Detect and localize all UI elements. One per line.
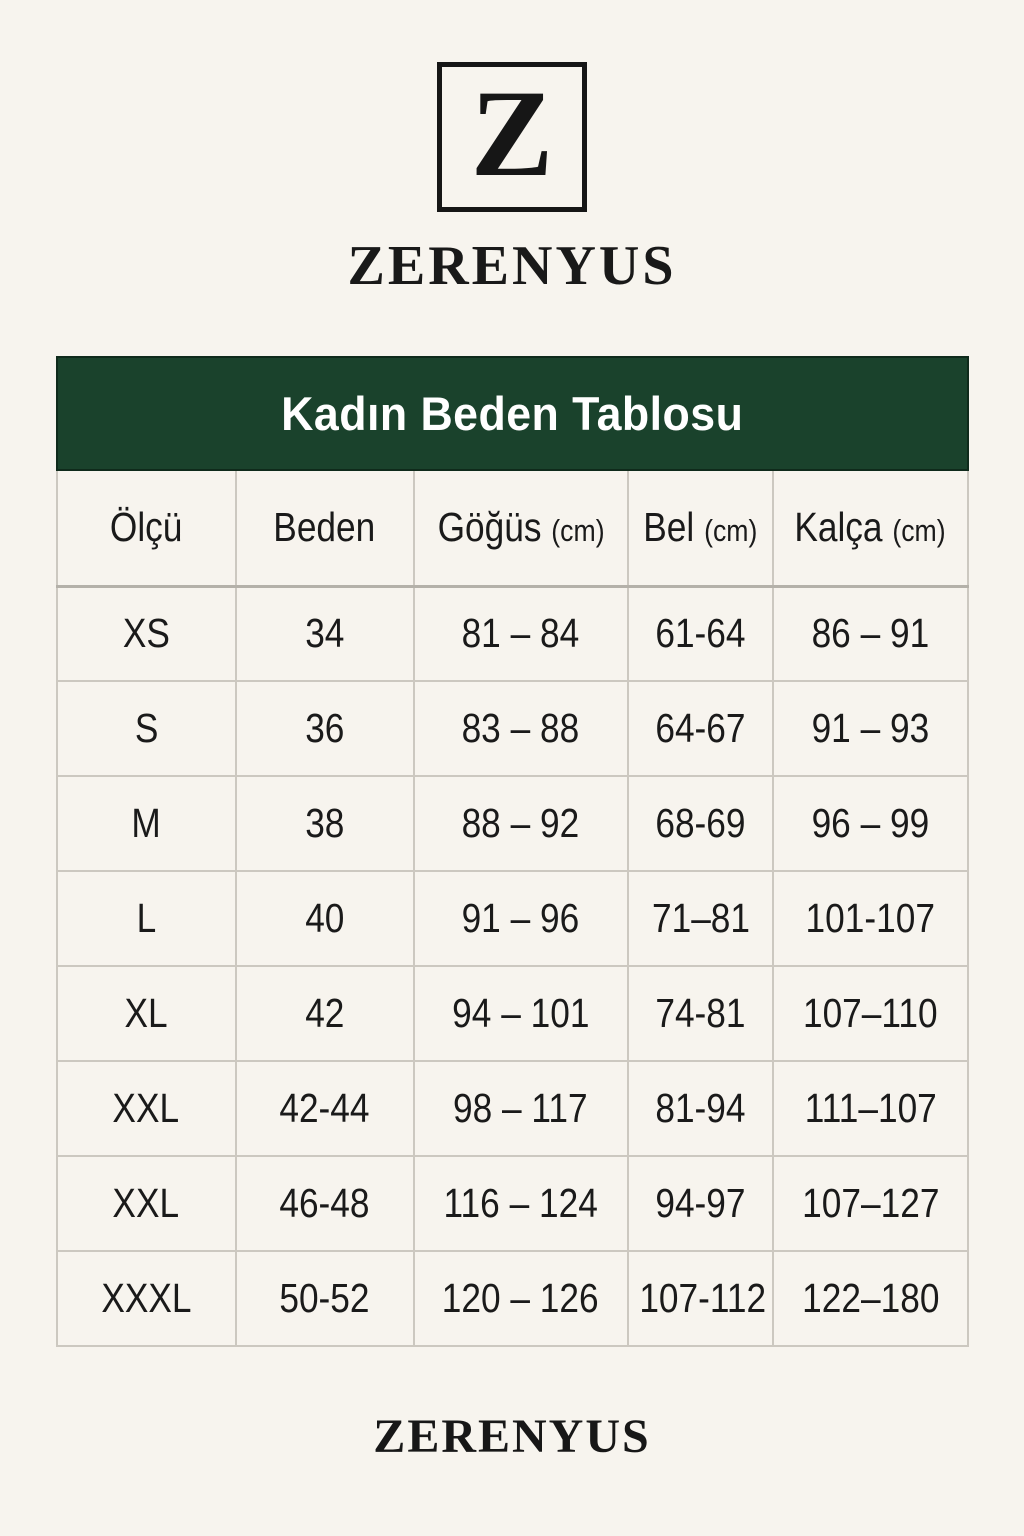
column-label: Beden bbox=[273, 504, 376, 551]
size-label-cell bbox=[57, 681, 236, 776]
size-table bbox=[56, 471, 969, 1347]
table-row bbox=[57, 871, 968, 966]
measurement-cell bbox=[414, 586, 628, 681]
column-header bbox=[236, 471, 414, 586]
page-footer bbox=[0, 1409, 1024, 1464]
measurement-cell bbox=[414, 1061, 628, 1156]
cell-text: 96 – 99 bbox=[811, 800, 930, 846]
header-row bbox=[57, 471, 968, 586]
measurement-cell bbox=[414, 871, 628, 966]
brand-logo bbox=[437, 62, 587, 212]
size-table-head bbox=[57, 471, 968, 586]
cell-text: 122–180 bbox=[801, 1275, 940, 1321]
cell-text: 107–110 bbox=[803, 990, 938, 1036]
cell-text: 64-67 bbox=[655, 705, 746, 751]
column-header bbox=[414, 471, 628, 586]
cell-text: XS bbox=[122, 610, 170, 657]
table-row bbox=[57, 966, 968, 1061]
column-label: Göğüs bbox=[437, 504, 542, 551]
cell-text: 88 – 92 bbox=[461, 800, 580, 846]
measurement-cell bbox=[628, 1061, 774, 1156]
cell-text: XXL bbox=[112, 1180, 180, 1226]
measurement-cell bbox=[773, 966, 967, 1061]
cell-text: 40 bbox=[305, 895, 345, 941]
column-unit: (cm) bbox=[892, 513, 947, 549]
measurement-cell bbox=[773, 586, 967, 681]
cell-text: 38 bbox=[305, 800, 345, 846]
measurement-cell bbox=[628, 871, 774, 966]
footer-brand: ZERENYUS bbox=[373, 1410, 651, 1463]
cell-text: 94 – 101 bbox=[452, 990, 590, 1036]
measurement-cell bbox=[236, 1061, 414, 1156]
size-chart bbox=[56, 356, 969, 1347]
size-table-body bbox=[57, 586, 968, 1346]
measurement-cell bbox=[414, 776, 628, 871]
brand-name: ZERENYUS bbox=[347, 235, 677, 297]
size-label-cell bbox=[57, 871, 236, 966]
measurement-cell bbox=[236, 966, 414, 1061]
cell-text: S bbox=[134, 705, 158, 751]
table-row bbox=[57, 1061, 968, 1156]
column-unit: (cm) bbox=[704, 513, 758, 549]
cell-text: 81-94 bbox=[655, 1085, 746, 1131]
cell-text: 36 bbox=[305, 705, 345, 751]
measurement-cell bbox=[773, 1156, 967, 1251]
size-label-cell bbox=[57, 1061, 236, 1156]
measurement-cell bbox=[236, 1156, 414, 1251]
measurement-cell bbox=[628, 1156, 774, 1251]
cell-text: 91 – 93 bbox=[811, 705, 930, 751]
cell-text: L bbox=[136, 895, 157, 941]
measurement-cell bbox=[628, 681, 774, 776]
column-label: Kalça bbox=[794, 504, 884, 551]
measurement-cell bbox=[773, 776, 967, 871]
measurement-cell bbox=[773, 871, 967, 966]
measurement-cell bbox=[414, 1156, 628, 1251]
measurement-cell bbox=[773, 681, 967, 776]
measurement-cell bbox=[628, 966, 774, 1061]
cell-text: 98 – 117 bbox=[453, 1085, 588, 1131]
size-label-cell bbox=[57, 1156, 236, 1251]
cell-text: 94-97 bbox=[655, 1180, 746, 1226]
brand-logo-letter: Z bbox=[470, 65, 554, 202]
size-label-cell bbox=[57, 1251, 236, 1346]
measurement-cell bbox=[414, 966, 628, 1061]
table-row bbox=[57, 1251, 968, 1346]
cell-text: 81 – 84 bbox=[461, 610, 580, 657]
size-label-cell bbox=[57, 586, 236, 681]
column-header bbox=[773, 471, 967, 586]
table-row bbox=[57, 681, 968, 776]
cell-text: 42-44 bbox=[279, 1085, 370, 1131]
cell-text: 46-48 bbox=[279, 1180, 370, 1226]
cell-text: 34 bbox=[305, 610, 345, 657]
cell-text: 61-64 bbox=[655, 610, 746, 657]
measurement-cell bbox=[236, 871, 414, 966]
column-header bbox=[57, 471, 236, 586]
measurement-cell bbox=[236, 776, 414, 871]
cell-text: 91 – 96 bbox=[461, 895, 580, 941]
cell-text: 50-52 bbox=[279, 1275, 370, 1321]
cell-text: 101-107 bbox=[805, 895, 936, 941]
column-label: Bel bbox=[643, 504, 695, 551]
cell-text: 120 – 126 bbox=[442, 1275, 600, 1321]
cell-text: 68-69 bbox=[655, 800, 746, 846]
measurement-cell bbox=[773, 1251, 967, 1346]
column-label: Ölçü bbox=[109, 504, 183, 551]
table-row bbox=[57, 776, 968, 871]
measurement-cell bbox=[773, 1061, 967, 1156]
column-header bbox=[628, 471, 774, 586]
table-row bbox=[57, 586, 968, 681]
chart-title-bar bbox=[56, 356, 969, 471]
cell-text: 71–81 bbox=[651, 895, 750, 941]
cell-text: 86 – 91 bbox=[811, 610, 930, 657]
cell-text: 83 – 88 bbox=[461, 705, 580, 751]
measurement-cell bbox=[414, 681, 628, 776]
cell-text: XXXL bbox=[101, 1275, 192, 1321]
cell-text: 107–127 bbox=[801, 1180, 940, 1226]
measurement-cell bbox=[628, 1251, 774, 1346]
column-unit: (cm) bbox=[550, 513, 605, 549]
cell-text: 116 – 124 bbox=[443, 1180, 598, 1226]
measurement-cell bbox=[414, 1251, 628, 1346]
measurement-cell bbox=[236, 1251, 414, 1346]
size-label-cell bbox=[57, 966, 236, 1061]
measurement-cell bbox=[628, 776, 774, 871]
cell-text: 74-81 bbox=[655, 990, 746, 1036]
cell-text: XL bbox=[124, 990, 168, 1036]
cell-text: 107-112 bbox=[638, 1275, 766, 1321]
table-row bbox=[57, 1156, 968, 1251]
measurement-cell bbox=[236, 681, 414, 776]
cell-text: M bbox=[131, 800, 161, 846]
measurement-cell bbox=[236, 586, 414, 681]
cell-text: XXL bbox=[112, 1085, 180, 1131]
brand-header bbox=[0, 0, 1024, 298]
measurement-cell bbox=[628, 586, 774, 681]
chart-title: Kadın Beden Tablosu bbox=[280, 387, 744, 440]
size-label-cell bbox=[57, 776, 236, 871]
cell-text: 42 bbox=[305, 990, 345, 1036]
cell-text: 111–107 bbox=[804, 1085, 937, 1131]
